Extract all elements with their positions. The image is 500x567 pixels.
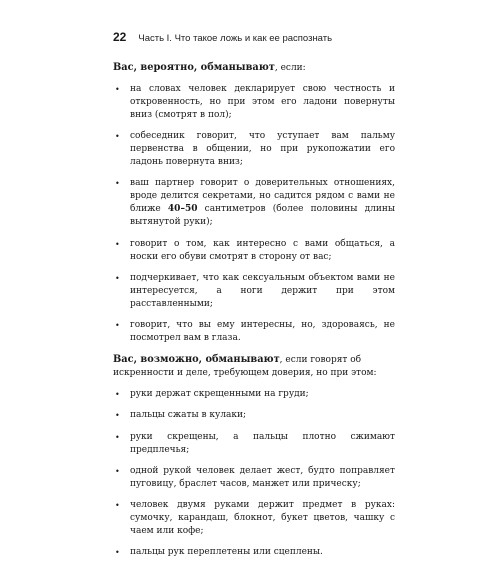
bullet-icon: • <box>115 432 120 442</box>
bullet-icon: • <box>115 411 120 421</box>
bullet-icon: • <box>115 548 120 558</box>
list-item-text-bold: 40–50 <box>167 204 198 215</box>
list-item <box>113 319 395 345</box>
bullet-icon: • <box>115 320 120 330</box>
section2-lead-rest: , если говорят об искренности и деле, требующем доверия, но при этом: <box>113 355 377 379</box>
list-item <box>113 431 395 457</box>
page-number: 22 <box>113 30 127 44</box>
list-item <box>113 388 395 401</box>
list-item-text: собеседник говорит, что уступает вам пальму первенства в общении, но при рукопожатии его ладонь повернута вниз; <box>130 131 395 168</box>
list-item-text: говорит о том, как интересно с вами общаться, а носки его обуви смотрят в сторону от вас; <box>130 238 395 262</box>
bullet-icon: • <box>115 132 120 142</box>
page-body <box>113 61 395 567</box>
section1-lead <box>113 61 395 75</box>
list-item-text-before: ваш партнер говорит о доверительных отношениях, вроде делится секретами, но садится рядом с вами не ближе <box>130 178 395 215</box>
section2-lead <box>113 353 395 380</box>
list-item-text: одной рукой человек делает жест, будто поправляет пуговицу, браслет часов, манжет или прическу; <box>130 465 395 489</box>
page-header <box>113 30 413 50</box>
list-item-text: пальцы сжаты в кулаки; <box>130 410 247 421</box>
bullet-icon: • <box>115 500 120 510</box>
list-item-text: человек двумя руками держит предмет в руках: сумочку, карандаш, блокнот, букет цветов, чашку с чаем или кофе; <box>130 499 395 536</box>
bullet-icon: • <box>115 179 120 189</box>
running-head: Часть I. Что такое ложь и как ее распознать <box>138 33 333 44</box>
list-item <box>113 546 395 559</box>
section1-list <box>113 83 395 345</box>
bullet-icon: • <box>115 390 120 400</box>
list-item-text: руки скрещены, а пальцы плотно сжимают предплечья; <box>130 431 395 455</box>
list-item-text: пальцы рук переплетены или сцеплены. <box>130 547 323 558</box>
list-item-text-after: сантиметров (более половины длины вытянутой руки); <box>130 204 396 228</box>
list-item-text: руки держат скрещенными на груди; <box>130 389 309 400</box>
list-item <box>113 238 395 264</box>
section2-lead-bold: Вас, возможно, обманывают <box>113 354 280 366</box>
list-item <box>113 130 395 169</box>
bullet-icon: • <box>115 239 120 249</box>
list-item <box>113 83 395 122</box>
list-item-text: подчеркивает, что как сексуальным объектом вами не интересуется, а ноги держит при этом расставленными; <box>130 272 395 309</box>
bullet-icon: • <box>115 466 120 476</box>
list-item <box>113 465 395 491</box>
bullet-icon: • <box>115 85 120 94</box>
list-item <box>113 499 395 538</box>
list-item-text: говорит, что вы ему интересны, но, здороваясь, не посмотрел вам в глаза. <box>130 319 395 343</box>
section1-lead-rest: , если: <box>274 63 306 73</box>
list-item-text: на словах человек декларирует свою честность и откровенность, но при этом его ладони повернуты вниз (смотрят в пол); <box>130 84 395 120</box>
list-item <box>113 177 395 229</box>
list-item <box>113 409 395 422</box>
bullet-icon: • <box>115 273 120 283</box>
section2-list <box>113 388 395 559</box>
section1-lead-bold: Вас, вероятно, обманывают <box>113 62 275 73</box>
list-item <box>113 272 395 311</box>
